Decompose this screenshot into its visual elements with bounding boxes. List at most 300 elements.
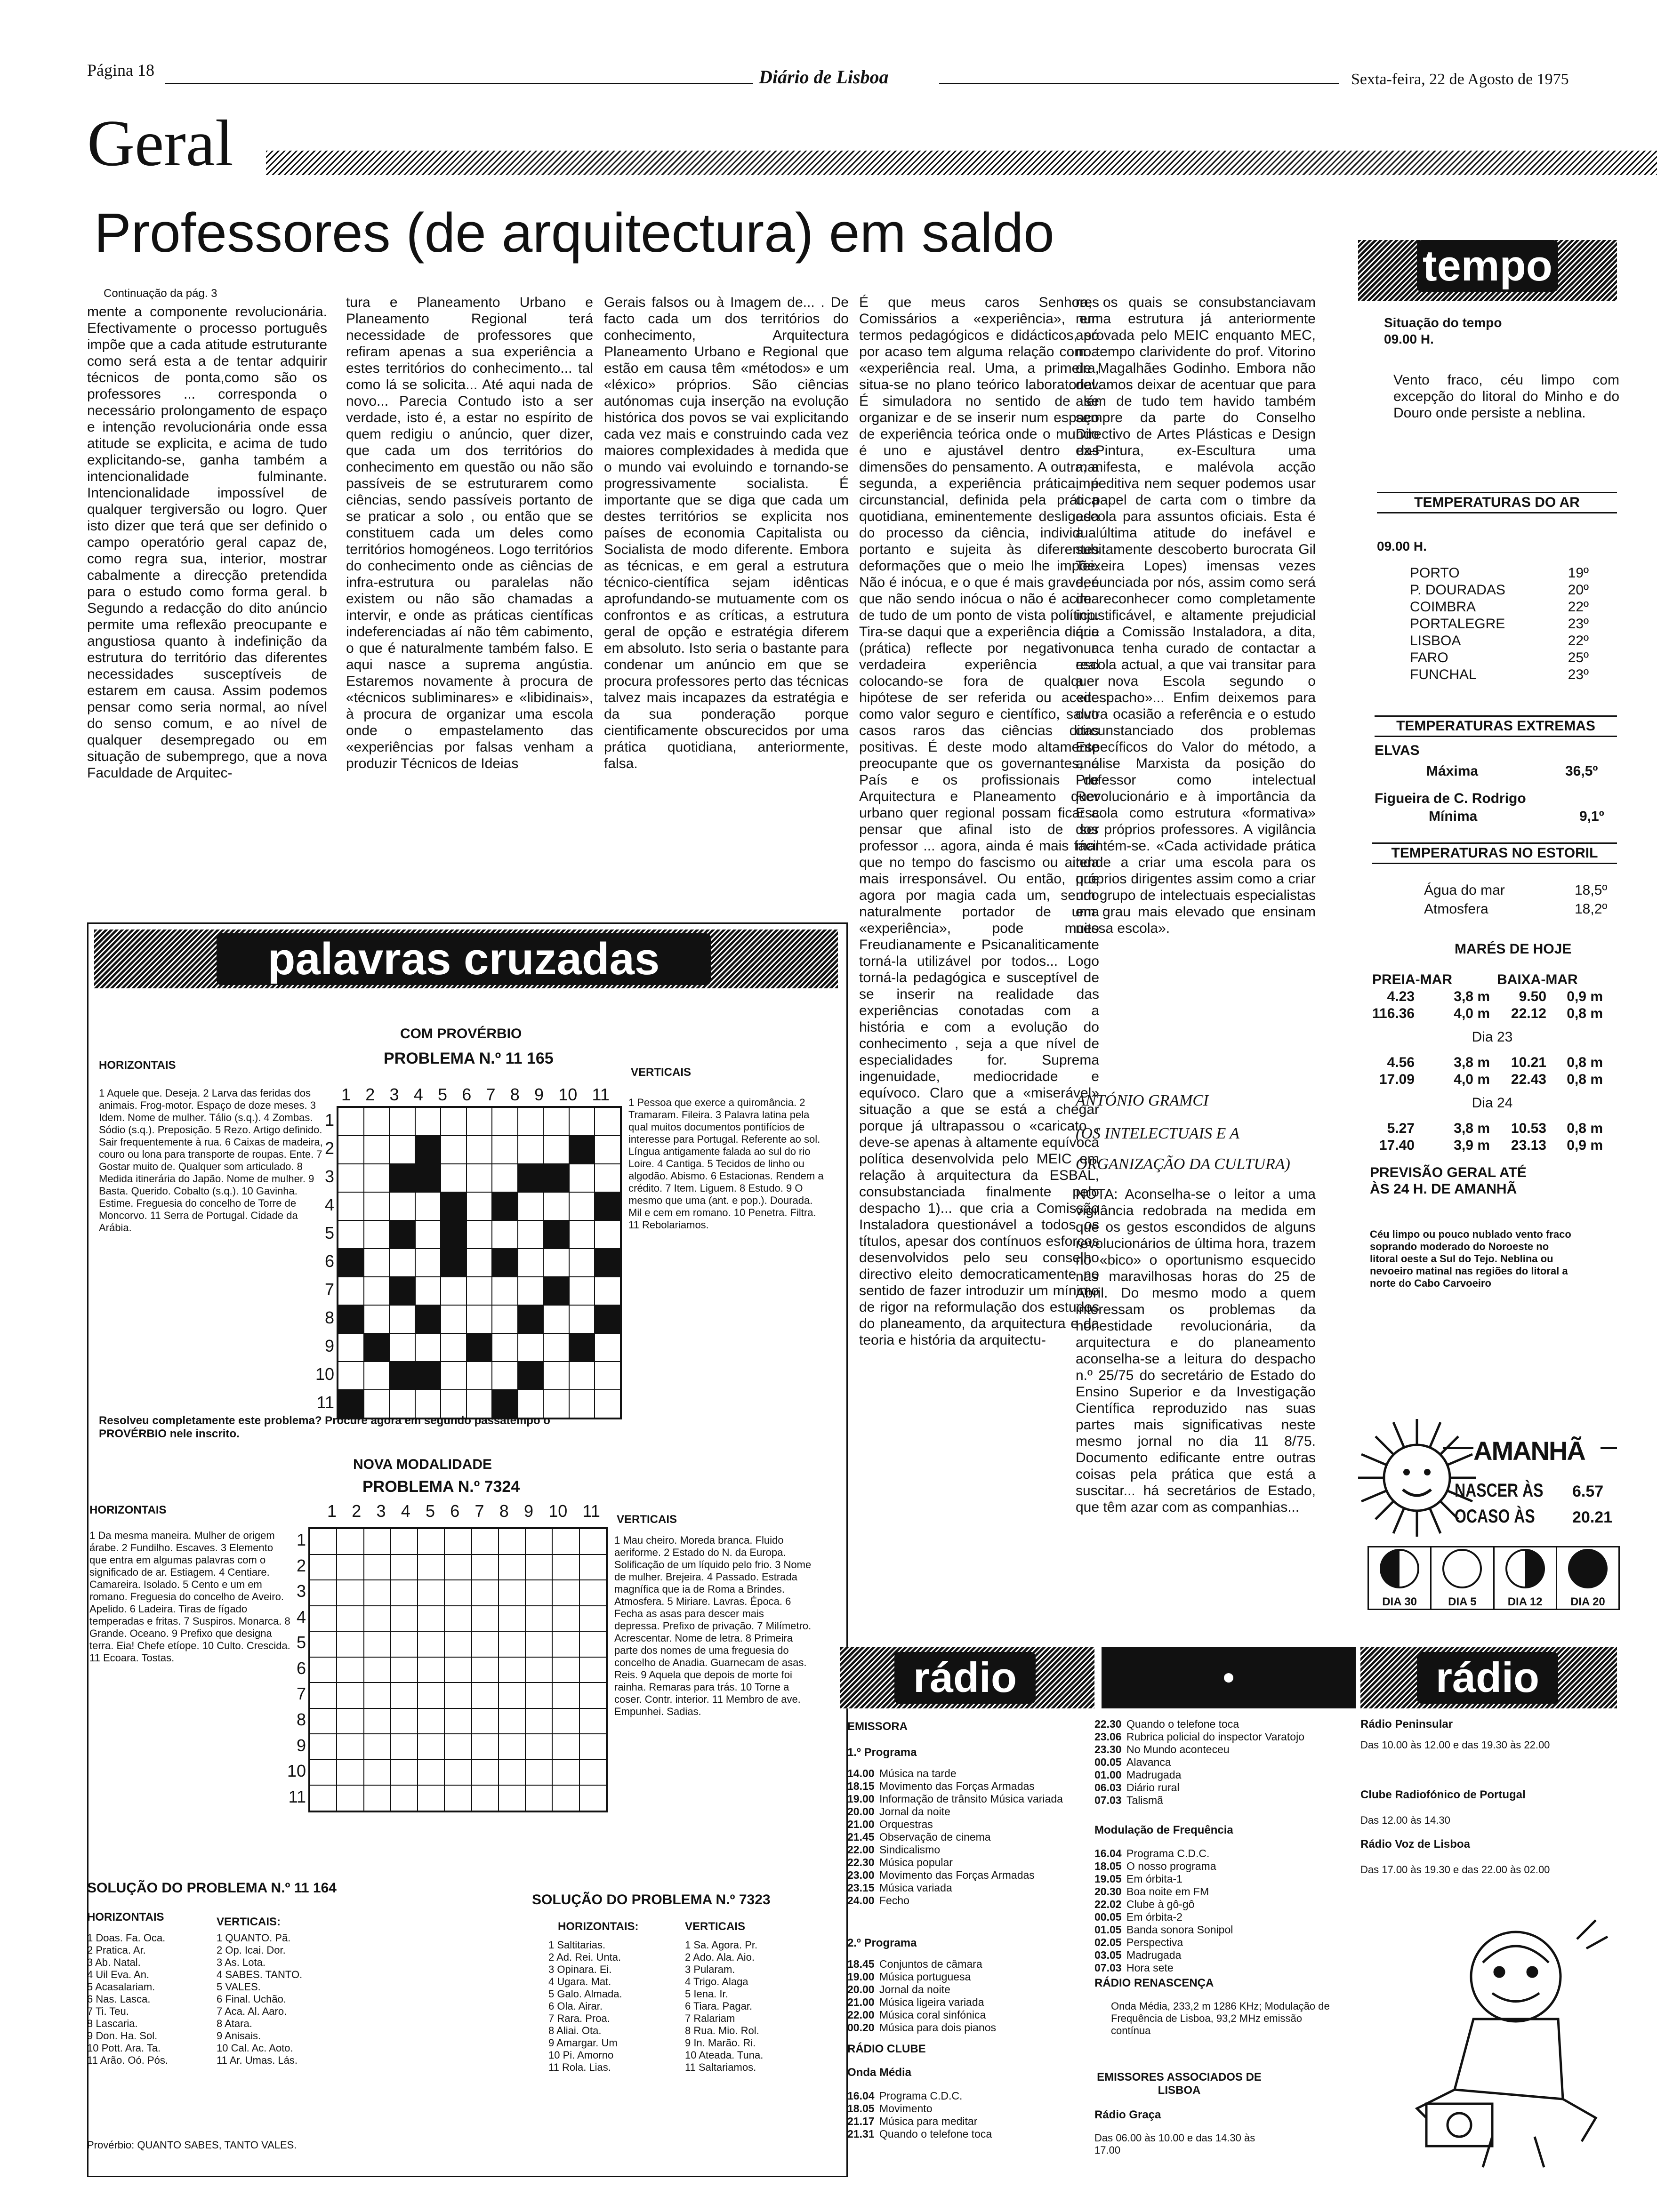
grid-cell[interactable] [579,1580,606,1606]
grid-cell[interactable] [595,1362,620,1390]
grid-cell[interactable] [389,1277,415,1305]
grid-cell[interactable] [472,1631,499,1657]
grid-cell[interactable] [569,1305,595,1333]
grid-cell[interactable] [467,1362,492,1390]
tide-row [1372,1071,1612,1088]
grid-cell[interactable] [492,1136,518,1164]
grid-cell[interactable] [441,1249,467,1277]
grid-cell[interactable] [518,1333,544,1362]
num: 5 [438,1085,448,1104]
grid-cell[interactable] [595,1136,620,1164]
radio-time: 20.00 [847,1805,875,1818]
grid-cell[interactable] [310,1785,337,1811]
radio-time: 23.15 [847,1882,875,1894]
grid-cell[interactable] [579,1683,606,1708]
grid-cell[interactable] [364,1683,391,1708]
grid-cell[interactable] [441,1220,467,1249]
grid-cell[interactable] [441,1333,467,1362]
tides-low-label: BAIXA-MAR [1497,972,1578,987]
num: 6 [296,1658,306,1678]
grid-cell[interactable] [391,1606,418,1632]
grid-cell[interactable] [569,1249,595,1277]
min-value: 9,1º [1579,809,1604,824]
grid-cell[interactable] [337,1708,363,1734]
grid-cell[interactable] [543,1362,569,1390]
grid-cell[interactable] [595,1333,620,1362]
grid-cell[interactable] [467,1277,492,1305]
grid-cell[interactable] [391,1529,418,1555]
radio-time: 16.04 [1094,1847,1122,1859]
grid-cell[interactable] [595,1164,620,1192]
grid-cell[interactable] [389,1192,415,1220]
radio-time: 22.30 [847,1856,875,1868]
moon-day-3: DIA 12 [1507,1595,1543,1608]
grid-cell[interactable] [338,1107,364,1136]
grid-cell[interactable] [552,1708,579,1734]
grid-cell[interactable] [391,1760,418,1786]
grid-cell[interactable] [415,1277,441,1305]
grid-cell[interactable] [310,1606,337,1632]
grid-cell[interactable] [418,1529,444,1555]
grid-cell[interactable] [518,1362,544,1390]
grid-cell[interactable] [552,1683,579,1708]
grid-cell[interactable] [492,1333,518,1362]
grid-cell[interactable] [472,1708,499,1734]
num: 2 [296,1555,306,1575]
grid-cell[interactable] [418,1734,444,1760]
grid-cell[interactable] [364,1708,391,1734]
grid-cell[interactable] [364,1631,391,1657]
grid-cell[interactable] [364,1785,391,1811]
grid-cell[interactable] [492,1305,518,1333]
grid-cell[interactable] [364,1192,390,1220]
solution-entry: 7 Ralariam [685,2012,735,2024]
grid-cell[interactable] [415,1362,441,1390]
grid-cell[interactable] [525,1708,552,1734]
grid-cell[interactable] [415,1249,441,1277]
tides-high-label: PREIA-MAR [1372,972,1452,987]
grid-cell[interactable] [364,1657,391,1683]
grid-cell[interactable] [499,1606,525,1632]
grid-cell[interactable] [579,1529,606,1555]
grid-cell[interactable] [525,1606,552,1632]
grid-cell[interactable] [518,1107,544,1136]
radio-col1c-list [847,2090,1083,2140]
grid-cell[interactable] [595,1192,620,1220]
grid-cell[interactable] [499,1734,525,1760]
grid-cell[interactable] [337,1529,363,1555]
grid-cell[interactable] [595,1277,620,1305]
grid-cell[interactable] [444,1657,471,1683]
grid-cell[interactable] [337,1555,363,1580]
grid-cell[interactable] [310,1734,337,1760]
grid-cell[interactable] [543,1305,569,1333]
grid-cell[interactable] [415,1136,441,1164]
radio-program: Hora sete [1126,1962,1174,1974]
grid-cell[interactable] [552,1785,579,1811]
grid-cell[interactable] [569,1220,595,1249]
grid-cell[interactable] [543,1107,569,1136]
grid-cell[interactable] [492,1220,518,1249]
grid-cell[interactable] [579,1760,606,1786]
radio-program: Em órbita-1 [1126,1873,1182,1885]
grid-cell[interactable] [499,1708,525,1734]
grid-cell[interactable] [391,1657,418,1683]
grid-cell[interactable] [492,1107,518,1136]
grid-cell[interactable] [492,1249,518,1277]
grid-cell[interactable] [364,1606,391,1632]
grid-cell[interactable] [389,1164,415,1192]
grid-cell[interactable] [499,1785,525,1811]
grid-cell[interactable] [569,1136,595,1164]
grid-cell[interactable] [441,1277,467,1305]
grid-cell[interactable] [415,1192,441,1220]
grid-cell[interactable] [338,1277,364,1305]
grid-cell[interactable] [499,1529,525,1555]
grid-cell[interactable] [552,1657,579,1683]
grid-cell[interactable] [444,1734,471,1760]
grid-cell[interactable] [338,1305,364,1333]
num: 8 [296,1709,306,1729]
grid-cell[interactable] [543,1220,569,1249]
grid-cell[interactable] [415,1220,441,1249]
grid-cell[interactable] [441,1305,467,1333]
grid-cell[interactable] [441,1136,467,1164]
grid-cell[interactable] [543,1390,569,1418]
grid-cell[interactable] [310,1580,337,1606]
radio-time: 22.00 [847,2009,875,2021]
grid-cell[interactable] [310,1708,337,1734]
grid-cell[interactable] [364,1760,391,1786]
grid-cell[interactable] [391,1555,418,1580]
grid-cell[interactable] [499,1631,525,1657]
grid-cell[interactable] [310,1683,337,1708]
grid-cell[interactable] [595,1390,620,1418]
crossword-grid-2[interactable] [308,1527,608,1812]
grid-cell[interactable] [310,1529,337,1555]
grid-cell[interactable] [543,1136,569,1164]
grid-cell[interactable] [444,1606,471,1632]
grid-cell[interactable] [364,1305,390,1333]
temp-row [1410,565,1589,582]
grid-cell[interactable] [391,1734,418,1760]
grid-cell[interactable] [337,1606,363,1632]
grid-cell[interactable] [444,1708,471,1734]
voz-title: Rádio Voz de Lisboa [1360,1838,1470,1851]
grid-cell[interactable] [415,1305,441,1333]
grid-cell[interactable] [389,1305,415,1333]
grid-cell[interactable] [525,1529,552,1555]
num: 8 [510,1085,520,1104]
grid-cell[interactable] [418,1606,444,1632]
grid-cell[interactable] [499,1580,525,1606]
radio-item [1094,1794,1339,1807]
grid-cell[interactable] [364,1220,390,1249]
grid-cell[interactable] [569,1362,595,1390]
sol1-title: SOLUÇÃO DO PROBLEMA N.º 11 164 [87,1880,337,1896]
grid-cell[interactable] [518,1305,544,1333]
grid-cell[interactable] [518,1220,544,1249]
grid-cell[interactable] [543,1164,569,1192]
grid-cell[interactable] [525,1734,552,1760]
grid-cell[interactable] [569,1164,595,1192]
grid-cell[interactable] [364,1277,390,1305]
article-col-2: tura e Planeamento Urbano e Planeamento Regional terá necessidade de professores que refiram apenas a sua experiência a estes territórios do conhecimento... tal como lá se solicita... Até aqui nada de novo... Parecia Contudo isto a ser verdade, isto é, a estar no espírito de quem redigiu o anúncio, quer dizer, que cada um dos territórios do conhecimento em questão ou não são passíveis de se estruturarem como ciências, sendo passíveis portanto de se praticar a solo , ou então que se constituem cada um deles como territórios homogéneos. Logo territórios do conhecimento onde as ciências de infra-estrutura ou paralelas não existem ou não são chamadas a intervir, e onde as práticas científicas indeferenciadas aí não têm cabimento, o que é naturalmente também falso. E aqui nasce a suprema angústia. Estaremos novamente à procura de «técnicos subliminares» e «libidinais», à procura de organizar uma escola onde o empastelamento das «experiências por falsas venham a produzir Técnicos de Ideias [346,295,593,771]
grid-cell[interactable] [310,1631,337,1657]
grid-cell[interactable] [552,1631,579,1657]
grid-cell[interactable] [444,1580,471,1606]
grid-cell[interactable] [310,1760,337,1786]
grid-cell[interactable] [595,1305,620,1333]
grid-cell[interactable] [525,1555,552,1580]
grid-cell[interactable] [415,1164,441,1192]
grid-cell[interactable] [579,1785,606,1811]
solution-entry: 7 Rara. Proa. [548,2012,610,2024]
grid-cell[interactable] [338,1390,364,1418]
grid-cell[interactable] [518,1164,544,1192]
grid-cell[interactable] [499,1555,525,1580]
grid-cell[interactable] [364,1580,391,1606]
grid-cell[interactable] [441,1390,467,1418]
grid-cell[interactable] [467,1305,492,1333]
grid-cell[interactable] [552,1606,579,1632]
grid-cell[interactable] [441,1362,467,1390]
grid-cell[interactable] [337,1734,363,1760]
grid-cell[interactable] [518,1277,544,1305]
num: 4 [401,1501,410,1521]
grid-cell[interactable] [441,1192,467,1220]
grid-cell[interactable] [389,1136,415,1164]
grid-cell[interactable] [389,1390,415,1418]
grid-cell[interactable] [467,1107,492,1136]
grid-cell[interactable] [444,1760,471,1786]
grid-cell[interactable] [467,1390,492,1418]
grid-cell[interactable] [441,1164,467,1192]
grid-cell[interactable] [543,1277,569,1305]
grid-cell[interactable] [467,1164,492,1192]
grid-cell[interactable] [444,1785,471,1811]
grid-cell[interactable] [389,1249,415,1277]
grid-cell[interactable] [338,1333,364,1362]
grid-cell[interactable] [337,1760,363,1786]
solution-entry: 8 Lascaria. [87,2018,138,2029]
grid-cell[interactable] [472,1785,499,1811]
p2-col-numbers [327,1501,600,1521]
grid-cell[interactable] [579,1708,606,1734]
grid-cell[interactable] [472,1734,499,1760]
temp-value: 23º [1568,616,1589,632]
grid-cell[interactable] [338,1249,364,1277]
grid-cell[interactable] [364,1734,391,1760]
grid-cell[interactable] [418,1683,444,1708]
grid-cell[interactable] [499,1760,525,1786]
continuation-note: Continuação da pág. 3 [104,287,217,300]
grid-cell[interactable] [492,1277,518,1305]
grid-cell[interactable] [444,1529,471,1555]
grid-cell[interactable] [492,1390,518,1418]
grid-cell[interactable] [444,1631,471,1657]
grid-cell[interactable] [391,1708,418,1734]
tide-cell: 22.12 [1511,1006,1546,1021]
grid-cell[interactable] [569,1107,595,1136]
grid-cell[interactable] [492,1362,518,1390]
grid-cell[interactable] [418,1555,444,1580]
grid-cell[interactable] [518,1136,544,1164]
grid-cell[interactable] [389,1220,415,1249]
p1-row-numbers [311,1106,334,1417]
grid-cell[interactable] [415,1390,441,1418]
grid-cell[interactable] [472,1606,499,1632]
crossword-grid-1[interactable] [337,1106,622,1419]
grid-cell[interactable] [472,1529,499,1555]
grid-cell[interactable] [364,1249,390,1277]
grid-cell[interactable] [364,1555,391,1580]
grid-cell[interactable] [389,1362,415,1390]
grid-cell[interactable] [467,1333,492,1362]
num: 11 [288,1787,306,1806]
grid-cell[interactable] [444,1555,471,1580]
grid-cell[interactable] [472,1555,499,1580]
radio-program: Boa noite em FM [1126,1885,1209,1898]
grid-cell[interactable] [467,1136,492,1164]
grid-cell[interactable] [338,1192,364,1220]
grid-cell[interactable] [364,1390,390,1418]
grid-cell[interactable] [418,1631,444,1657]
grid-cell[interactable] [492,1164,518,1192]
grid-cell[interactable] [338,1220,364,1249]
grid-cell[interactable] [543,1249,569,1277]
grid-cell[interactable] [499,1683,525,1708]
temp-city: PORTALEGRE [1410,616,1505,632]
grid-cell[interactable] [415,1333,441,1362]
radio-program: Sindicalismo [879,1843,941,1856]
moon-phase-last [1557,1547,1618,1609]
grid-cell[interactable] [472,1657,499,1683]
grid-cell[interactable] [364,1136,390,1164]
grid-cell[interactable] [391,1580,418,1606]
radio-time: 22.30 [1094,1718,1122,1730]
grid-cell[interactable] [579,1555,606,1580]
sol1-v-list [217,1932,367,2067]
grid-cell[interactable] [595,1220,620,1249]
grid-cell[interactable] [418,1657,444,1683]
grid-cell[interactable] [569,1192,595,1220]
grid-cell[interactable] [337,1631,363,1657]
tide-cell: 0,9 m [1567,989,1603,1004]
p2-title: PROBLEMA N.º 7324 [362,1478,520,1496]
grid-cell[interactable] [337,1683,363,1708]
grid-cell[interactable] [579,1734,606,1760]
grid-cell[interactable] [525,1760,552,1786]
grid-cell[interactable] [552,1529,579,1555]
grid-cell[interactable] [418,1785,444,1811]
grid-cell[interactable] [472,1683,499,1708]
prog1-title: 1.º Programa [847,1746,917,1759]
temp-value: 23º [1568,667,1589,682]
grid-cell[interactable] [525,1683,552,1708]
grid-cell[interactable] [310,1555,337,1580]
grid-cell[interactable] [337,1785,363,1811]
radio-banner-right-title: rádio [1417,1652,1558,1704]
grid-cell[interactable] [518,1249,544,1277]
grid-cell[interactable] [415,1107,441,1136]
num: 3 [376,1501,386,1521]
grid-cell[interactable] [552,1580,579,1606]
tide-row [1372,1137,1612,1154]
radio-time: 14.00 [847,1767,875,1779]
grid-cell[interactable] [552,1760,579,1786]
grid-cell[interactable] [525,1631,552,1657]
grid-cell[interactable] [595,1249,620,1277]
grid-cell[interactable] [499,1657,525,1683]
grid-cell[interactable] [472,1580,499,1606]
grid-cell[interactable] [391,1631,418,1657]
radio-item [847,2128,1083,2140]
grid-cell[interactable] [569,1333,595,1362]
grid-cell[interactable] [418,1760,444,1786]
grid-cell[interactable] [467,1192,492,1220]
grid-cell[interactable] [569,1277,595,1305]
radio-time: 21.00 [847,1818,875,1830]
grid-cell[interactable] [543,1333,569,1362]
grid-cell[interactable] [525,1785,552,1811]
grid-cell[interactable] [579,1631,606,1657]
solution-entry: 9 Anisais. [217,2030,261,2042]
radio-item [1094,1756,1339,1769]
grid-cell[interactable] [338,1362,364,1390]
grid-cell[interactable] [338,1136,364,1164]
grid-cell[interactable] [441,1107,467,1136]
grid-cell[interactable] [579,1606,606,1632]
grid-cell[interactable] [391,1683,418,1708]
radio-time: 02.05 [1094,1936,1122,1948]
grid-cell[interactable] [364,1107,390,1136]
grid-cell[interactable] [579,1657,606,1683]
grid-cell[interactable] [552,1555,579,1580]
grid-cell[interactable] [595,1107,620,1136]
grid-cell[interactable] [444,1683,471,1708]
grid-cell[interactable] [569,1390,595,1418]
grid-cell[interactable] [418,1708,444,1734]
grid-cell[interactable] [543,1192,569,1220]
grid-cell[interactable] [518,1192,544,1220]
grid-cell[interactable] [337,1657,363,1683]
grid-cell[interactable] [467,1249,492,1277]
grid-cell[interactable] [525,1657,552,1683]
grid-cell[interactable] [472,1760,499,1786]
grid-cell[interactable] [467,1220,492,1249]
grid-cell[interactable] [492,1192,518,1220]
solution-entry: 4 Trigo. Alaga [685,1976,748,1988]
grid-cell[interactable] [364,1529,391,1555]
grid-cell[interactable] [391,1785,418,1811]
grid-cell[interactable] [364,1164,390,1192]
grid-cell[interactable] [310,1657,337,1683]
grid-cell[interactable] [552,1734,579,1760]
grid-cell[interactable] [364,1333,390,1362]
grid-cell[interactable] [389,1107,415,1136]
grid-cell[interactable] [337,1580,363,1606]
grid-cell[interactable] [525,1580,552,1606]
grid-cell[interactable] [338,1164,364,1192]
grid-cell[interactable] [389,1333,415,1362]
radio-col2b-list [1094,1847,1339,1974]
solution-entry: 5 Galo. Almada. [548,1988,622,2000]
situation-text: Vento fraco, céu limpo com excepção do litoral do Minho e do Douro onde persiste a neblina. [1393,372,1619,421]
grid-cell[interactable] [518,1390,544,1418]
grid-cell[interactable] [364,1362,390,1390]
grid-cell[interactable] [418,1580,444,1606]
